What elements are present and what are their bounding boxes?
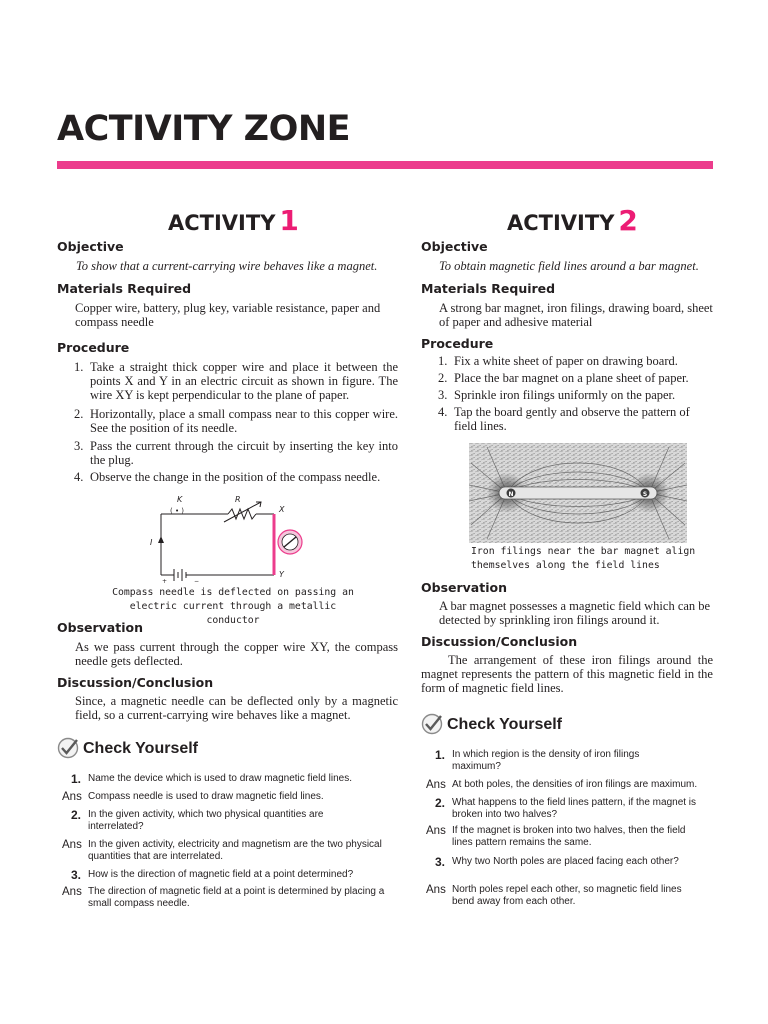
procedure-step-text: Horizontally, place a small compass near to this copper wire. See the position of its needle. (90, 407, 398, 435)
magnet-north-label: N (508, 491, 514, 498)
procedure-step: 3. Sprinkle iron filings uniformly on the paper. (438, 388, 676, 402)
check-badge-icon (421, 713, 443, 735)
label-r: R (235, 495, 241, 504)
label-minus: − (194, 578, 200, 585)
activity-2-materials-text: A strong bar magnet, iron filings, drawing board, sheet of paper and adhesive material (439, 301, 713, 329)
activity-1-observation-text: As we pass current through the copper wire XY, the compass needle gets deflected. (75, 640, 398, 668)
procedure-step-text: Pass the current through the circuit by inserting the key into the plug. (90, 439, 398, 467)
activity-2-objective-heading: Objective (421, 239, 488, 254)
activity-1-materials-text: Copper wire, battery, plug key, variable resistance, paper and compass needle (75, 301, 381, 329)
label-plus: + (162, 578, 168, 585)
activity-2-procedure-heading: Procedure (421, 336, 494, 351)
activity-1-procedure-list (74, 360, 398, 484)
procedure-step: 4. Observe the change in the position of the compass needle. (74, 470, 381, 484)
procedure-step-text: Observe the change in the position of the compass needle. (90, 470, 381, 484)
bar-magnet (499, 487, 657, 499)
activity-2-heading (507, 204, 638, 237)
activity-2-check-yourself-title: Check Yourself (447, 716, 563, 733)
procedure-step-text: Tap the board gently and observe the pattern of field lines. (454, 405, 690, 433)
activity-2-figure-caption: Iron filings near the bar magnet align themselves along the field lines (471, 546, 696, 571)
activity-1-discussion-text: Since, a magnetic needle can be deflected only by a magnetic field, so a current-carrying wire behaves like a magnet. (75, 694, 398, 722)
activity-1-discussion-heading: Discussion/Conclusion (57, 675, 214, 690)
circuit-diagram (140, 488, 320, 586)
activity-1-objective-heading: Objective (57, 239, 124, 254)
activity-1-check-yourself-title: Check Yourself (83, 740, 199, 757)
procedure-step-text: Fix a white sheet of paper on drawing board. (454, 354, 678, 368)
activity-2-number: 2 (618, 204, 638, 237)
label-y: Y (279, 570, 284, 579)
page-title: ACTIVITY ZONE (57, 109, 351, 149)
procedure-step: 1. Take a straight thick copper wire and place it between the points X and Y in an electric circuit as shown in figure. The wire XY is kept perpendicular to the plane of paper. (74, 360, 398, 402)
activity-2-word: ACTIVITY (507, 211, 615, 235)
label-plug: ( • ) (170, 507, 185, 515)
title-underline-bar (57, 161, 713, 169)
label-i: I (150, 538, 153, 547)
current-arrow-icon (158, 536, 164, 543)
procedure-step: 2. Place the bar magnet on a plane sheet of paper. (438, 371, 689, 385)
activity-2-materials-heading: Materials Required (421, 281, 556, 296)
activity-2-observation-text: A bar magnet possesses a magnetic field which can be detected by sprinkling iron filings around it. (439, 599, 711, 627)
activity-1-observation-heading: Observation (57, 620, 143, 635)
activity-1-objective-text: To show that a current-carrying wire behaves like a magnet. (76, 259, 378, 273)
activity-1-number: 1 (279, 204, 299, 237)
magnet-south-label: S (642, 491, 648, 498)
activity-2-discussion-heading: Discussion/Conclusion (421, 634, 578, 649)
procedure-step: 4. Tap the board gently and observe the pattern of field lines. (438, 405, 690, 433)
procedure-step-text: Take a straight thick copper wire and place it between the points X and Y in an electric circuit as shown in figure. The wire XY is kept perpendicular to the plane of paper. (90, 360, 398, 402)
procedure-step-text: Place the bar magnet on a plane sheet of paper. (454, 371, 689, 385)
procedure-step: 1. Fix a white sheet of paper on drawing board. (438, 354, 678, 368)
check-badge-icon (57, 737, 79, 759)
activity-1-figure-caption: Compass needle is deflected on passing an electric current through a metallic conductor (112, 587, 354, 626)
activity-1-materials-heading: Materials Required (57, 281, 192, 296)
activity-1-word: ACTIVITY (168, 211, 276, 235)
label-x: X (279, 505, 285, 514)
activity-1-heading (168, 204, 299, 237)
activity-2-objective-text: To obtain magnetic field lines around a bar magnet. (439, 259, 699, 273)
iron-filings-image (469, 443, 687, 543)
activity-2-observation-heading: Observation (421, 580, 507, 595)
procedure-step: 2. Horizontally, place a small compass near to this copper wire. See the position of its needle. (74, 407, 398, 435)
activity-1-procedure-heading: Procedure (57, 340, 130, 355)
activity-2-procedure-list (438, 354, 714, 433)
procedure-step-text: Sprinkle iron filings uniformly on the paper. (454, 388, 676, 402)
label-k: K (177, 495, 183, 504)
activity-2-discussion-text: The arrangement of these iron filings around the magnet represents the pattern of this magnetic field in the form of magnetic field lines. (421, 653, 713, 695)
procedure-step: 3. Pass the current through the circuit by inserting the key into the plug. (74, 439, 398, 467)
